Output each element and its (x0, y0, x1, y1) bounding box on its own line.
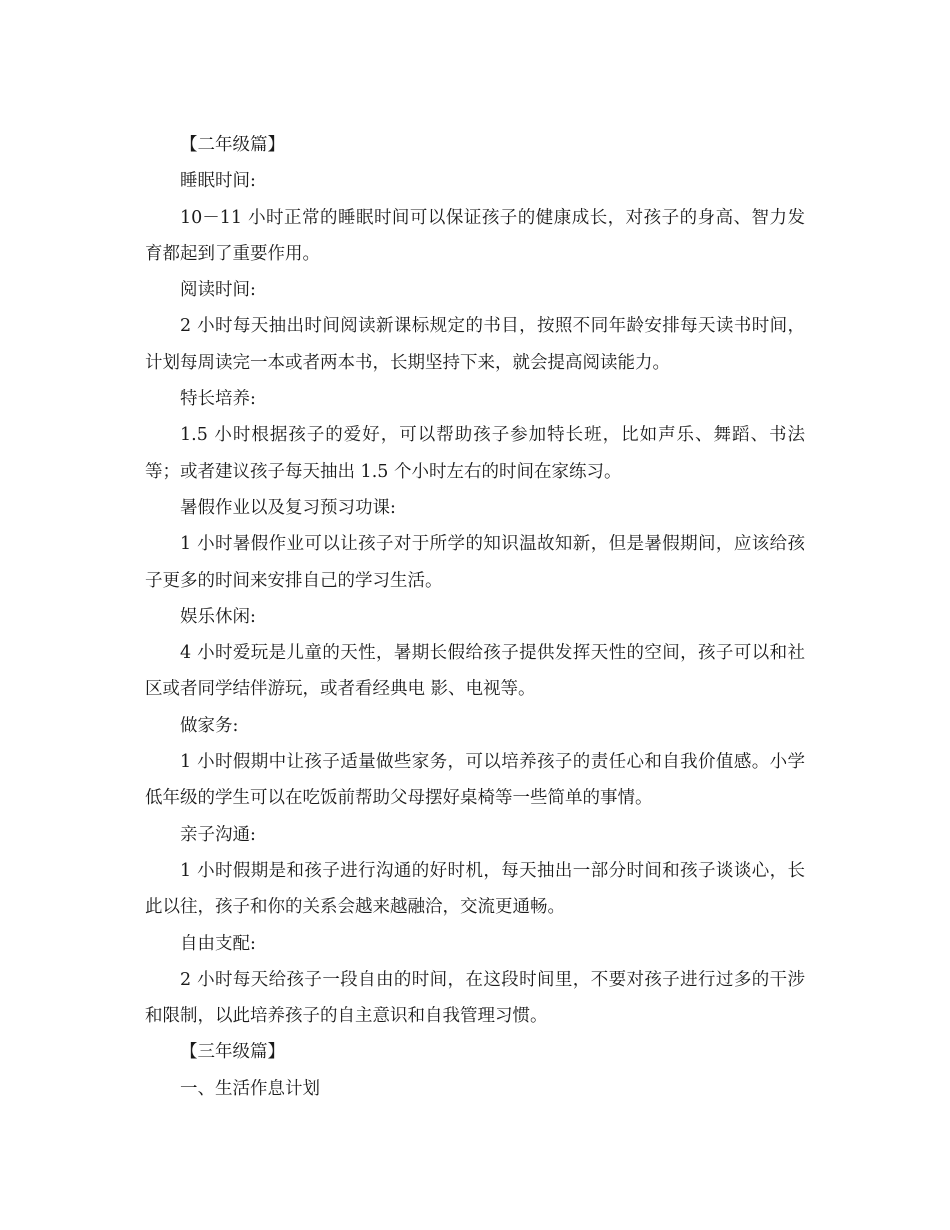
item-heading-free-time: 自由支配: (180, 933, 256, 954)
paragraph-reading: 2 小时每天抽出时间阅读新课标规定的书目，按照不同年龄安排每天读书时间，计划每周读完一本或者两本书，长期坚持下来，就会提高阅读能力。 (145, 316, 805, 373)
item-heading-talent: 特长培养: (180, 389, 256, 410)
paragraph-free-time: 2 小时每天给孩子一段自由的时间，在这段时间里，不要对孩子进行过多的干涉和限制，以此培养孩子的自主意识和自我管理习惯。 (145, 969, 805, 1027)
paragraph-sleep: 10－11 小时正常的睡眠时间可以保证孩子的健康成长，对孩子的身高、智力发育都起到了重要作用。 (145, 207, 805, 264)
paragraph-talent: 1.5 小时根据孩子的爱好，可以帮助孩子参加特长班，比如声乐、舞蹈、书法等；或者建议孩子每天抽出 1.5 个小时左右的时间在家练习。 (145, 425, 805, 482)
paragraph-chores: 1 小时假期中让孩子适量做些家务，可以培养孩子的责任心和自我价值感。小学低年级的学生可以在吃饭前帮助父母摆好桌椅等一些简单的事情。 (145, 752, 805, 809)
subheading-schedule: 一、生活作息计划 (180, 1078, 320, 1099)
item-heading-chores: 做家务: (180, 715, 239, 736)
section-heading-grade-three: 【三年级篇】 (180, 1042, 285, 1063)
paragraph-parent-child: 1 小时假期是和孩子进行沟通的好时机，每天抽出一部分时间和孩子谈谈心，长此以往，孩子和你的关系会越来越融洽，交流更通畅。 (145, 860, 805, 918)
item-heading-homework: 暑假作业以及复习预习功课: (180, 497, 396, 518)
item-heading-parent-child: 亲子沟通: (180, 824, 256, 845)
section-heading-grade-two: 【二年级篇】 (180, 135, 285, 155)
paragraph-homework: 1 小时暑假作业可以让孩子对于所学的知识温故知新，但是暑假期间，应该给孩子更多的时间来安排自己的学习生活。 (145, 534, 805, 591)
item-heading-reading: 阅读时间: (180, 280, 256, 301)
item-heading-leisure: 娱乐休闲: (180, 606, 256, 627)
item-heading-sleep: 睡眠时间: (180, 171, 256, 192)
paragraph-leisure: 4 小时爱玩是儿童的天性，暑期长假给孩子提供发挥天性的空间，孩子可以和社区或者同学结伴游玩，或者看经典电 影、电视等。 (145, 643, 805, 700)
document-body (145, 127, 805, 1107)
